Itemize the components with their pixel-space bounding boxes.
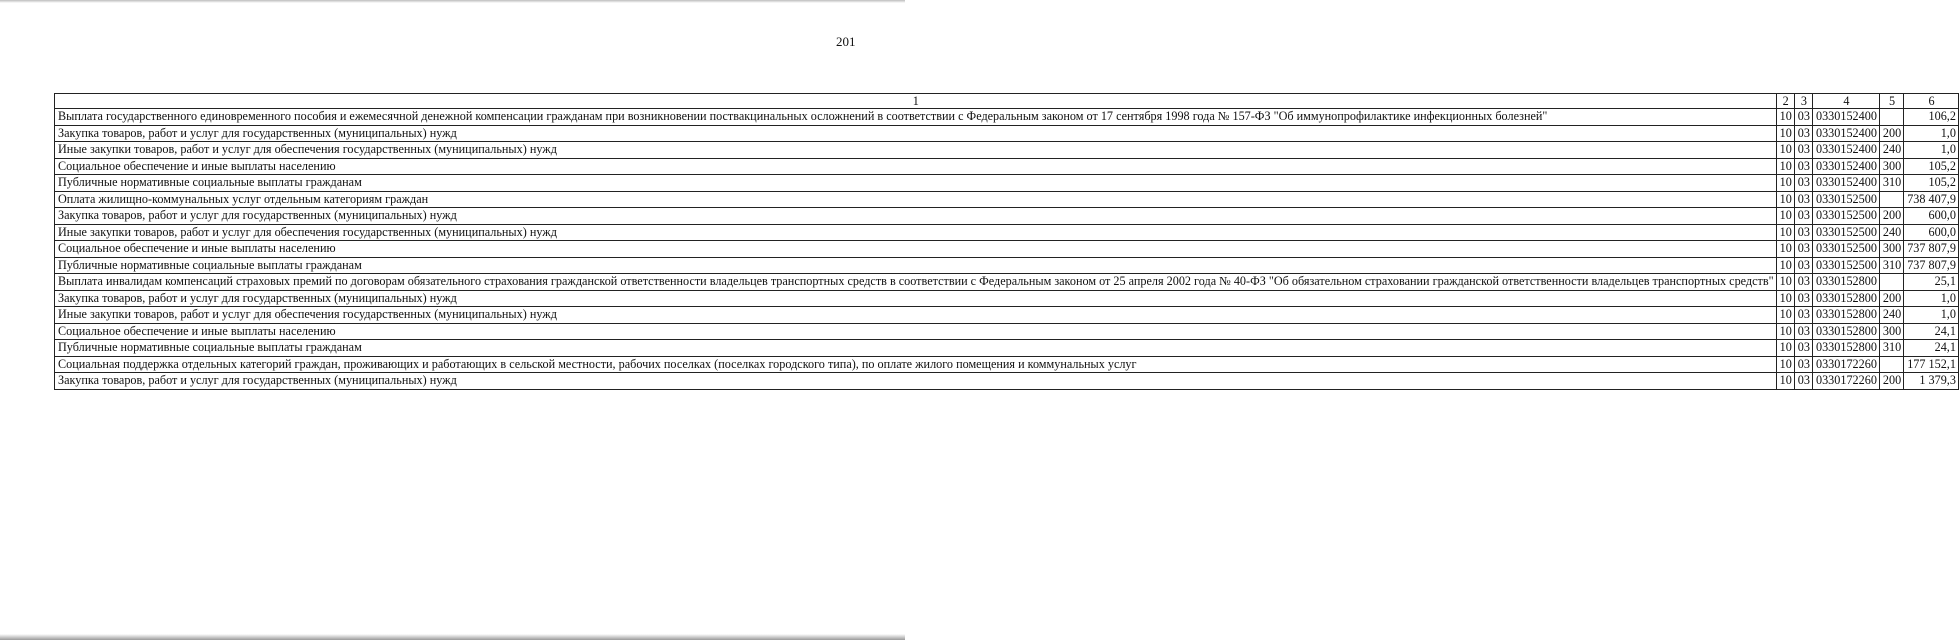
row-name: Выплата государственного единовременного пособия и ежемесячной денежной компенсации гражданам при возникновении поствакцинальных осложнений в соответствии с Федеральным законом от 17 сентября 1998 года № 157-ФЗ "Об иммунопрофилактике инфекционных болезней" [55,109,1777,126]
row-amount: 600,0 [1904,208,1959,225]
row-subsection: 03 [1794,356,1812,373]
row-subsection: 03 [1794,274,1812,291]
row-amount: 737 807,9 [1904,257,1959,274]
row-target-code: 0330152400 [1812,125,1879,142]
row-name: Иные закупки товаров, работ и услуг для обеспечения государственных (муниципальных) нужд [55,224,1777,241]
table-row [55,373,1959,390]
row-name: Социальное обеспечение и иные выплаты населению [55,323,1777,340]
row-amount: 600,0 [1904,224,1959,241]
row-amount: 1,0 [1904,142,1959,159]
row-section: 10 [1776,175,1794,192]
row-amount: 1,0 [1904,290,1959,307]
row-expense-type: 200 [1879,290,1903,307]
table-row [55,208,1959,225]
row-section: 10 [1776,290,1794,307]
row-section: 10 [1776,158,1794,175]
table-row [55,307,1959,324]
row-section: 10 [1776,373,1794,390]
row-target-code: 0330172260 [1812,356,1879,373]
row-target-code: 0330152800 [1812,323,1879,340]
row-section: 10 [1776,125,1794,142]
row-subsection: 03 [1794,373,1812,390]
row-expense-type: 310 [1879,340,1903,357]
row-name: Иные закупки товаров, работ и услуг для обеспечения государственных (муниципальных) нужд [55,307,1777,324]
table-row [55,191,1959,208]
row-section: 10 [1776,257,1794,274]
row-target-code: 0330152800 [1812,340,1879,357]
row-subsection: 03 [1794,109,1812,126]
scan-bottom-edge [0,634,905,640]
row-section: 10 [1776,274,1794,291]
header-col-5: 5 [1879,94,1903,109]
row-amount: 177 152,1 [1904,356,1959,373]
table-row [55,241,1959,258]
row-section: 10 [1776,109,1794,126]
row-name: Социальная поддержка отдельных категорий граждан, проживающих и работающих в сельской местности, рабочих поселках (поселках городского типа), по оплате жилого помещения и коммунальных услуг [55,356,1777,373]
row-expense-type [1879,191,1903,208]
row-subsection: 03 [1794,340,1812,357]
row-expense-type: 240 [1879,142,1903,159]
row-name: Закупка товаров, работ и услуг для государственных (муниципальных) нужд [55,125,1777,142]
page-number: 201 [836,34,856,49]
row-subsection: 03 [1794,142,1812,159]
row-subsection: 03 [1794,208,1812,225]
row-target-code: 0330152800 [1812,290,1879,307]
row-target-code: 0330152800 [1812,307,1879,324]
row-amount: 1,0 [1904,307,1959,324]
row-target-code: 0330152500 [1812,241,1879,258]
row-expense-type: 310 [1879,257,1903,274]
row-name: Закупка товаров, работ и услуг для государственных (муниципальных) нужд [55,208,1777,225]
row-name: Социальное обеспечение и иные выплаты населению [55,158,1777,175]
row-target-code: 0330152400 [1812,142,1879,159]
row-target-code: 0330172260 [1812,373,1879,390]
row-expense-type [1879,274,1903,291]
row-subsection: 03 [1794,290,1812,307]
row-section: 10 [1776,191,1794,208]
row-expense-type: 300 [1879,158,1903,175]
table-row [55,109,1959,126]
row-section: 10 [1776,356,1794,373]
table-row [55,290,1959,307]
row-subsection: 03 [1794,307,1812,324]
row-expense-type: 200 [1879,373,1903,390]
table-row [55,323,1959,340]
table-row [55,142,1959,159]
row-target-code: 0330152500 [1812,191,1879,208]
row-subsection: 03 [1794,158,1812,175]
row-expense-type: 240 [1879,307,1903,324]
table-row [55,356,1959,373]
header-col-3: 3 [1794,94,1812,109]
row-amount: 106,2 [1904,109,1959,126]
row-name: Выплата инвалидам компенсаций страховых премий по договорам обязательного страхования гражданской ответственности владельцев транспортных средств в соответствии с Федеральным законом от 25 апреля 2002 года № 40-ФЗ "Об обязательном страховании гражданской ответственности владельцев транспортных средств" [55,274,1777,291]
header-col-6: 6 [1904,94,1959,109]
row-target-code: 0330152800 [1812,274,1879,291]
scan-top-edge [0,0,905,3]
row-subsection: 03 [1794,191,1812,208]
header-col-2: 2 [1776,94,1794,109]
row-expense-type: 200 [1879,208,1903,225]
row-amount: 105,2 [1904,158,1959,175]
row-name: Публичные нормативные социальные выплаты гражданам [55,175,1777,192]
row-section: 10 [1776,307,1794,324]
row-name: Закупка товаров, работ и услуг для государственных (муниципальных) нужд [55,373,1777,390]
row-name: Публичные нормативные социальные выплаты гражданам [55,257,1777,274]
row-section: 10 [1776,142,1794,159]
row-expense-type: 300 [1879,241,1903,258]
budget-table [54,93,1959,390]
row-expense-type [1879,109,1903,126]
row-amount: 738 407,9 [1904,191,1959,208]
table-body [55,109,1959,390]
table-row [55,274,1959,291]
row-subsection: 03 [1794,257,1812,274]
row-target-code: 0330152400 [1812,175,1879,192]
row-subsection: 03 [1794,125,1812,142]
row-subsection: 03 [1794,241,1812,258]
row-target-code: 0330152400 [1812,109,1879,126]
row-amount: 25,1 [1904,274,1959,291]
row-expense-type: 300 [1879,323,1903,340]
header-col-4: 4 [1812,94,1879,109]
row-section: 10 [1776,241,1794,258]
row-expense-type: 200 [1879,125,1903,142]
row-section: 10 [1776,208,1794,225]
row-expense-type: 240 [1879,224,1903,241]
row-subsection: 03 [1794,323,1812,340]
row-target-code: 0330152500 [1812,224,1879,241]
row-amount: 1,0 [1904,125,1959,142]
table-row [55,257,1959,274]
row-amount: 737 807,9 [1904,241,1959,258]
row-subsection: 03 [1794,224,1812,241]
table-row [55,175,1959,192]
table-header-row [55,94,1959,109]
table-row [55,125,1959,142]
table-row [55,340,1959,357]
row-amount: 24,1 [1904,340,1959,357]
header-col-1: 1 [55,94,1777,109]
row-name: Закупка товаров, работ и услуг для государственных (муниципальных) нужд [55,290,1777,307]
row-amount: 24,1 [1904,323,1959,340]
table-row [55,224,1959,241]
row-name: Иные закупки товаров, работ и услуг для обеспечения государственных (муниципальных) нужд [55,142,1777,159]
row-subsection: 03 [1794,175,1812,192]
row-target-code: 0330152400 [1812,158,1879,175]
row-name: Публичные нормативные социальные выплаты гражданам [55,340,1777,357]
row-section: 10 [1776,224,1794,241]
row-expense-type [1879,356,1903,373]
row-target-code: 0330152500 [1812,257,1879,274]
row-name: Социальное обеспечение и иные выплаты населению [55,241,1777,258]
row-name: Оплата жилищно-коммунальных услуг отдельным категориям граждан [55,191,1777,208]
table-row [55,158,1959,175]
row-amount: 1 379,3 [1904,373,1959,390]
row-expense-type: 310 [1879,175,1903,192]
row-section: 10 [1776,340,1794,357]
row-amount: 105,2 [1904,175,1959,192]
row-target-code: 0330152500 [1812,208,1879,225]
row-section: 10 [1776,323,1794,340]
